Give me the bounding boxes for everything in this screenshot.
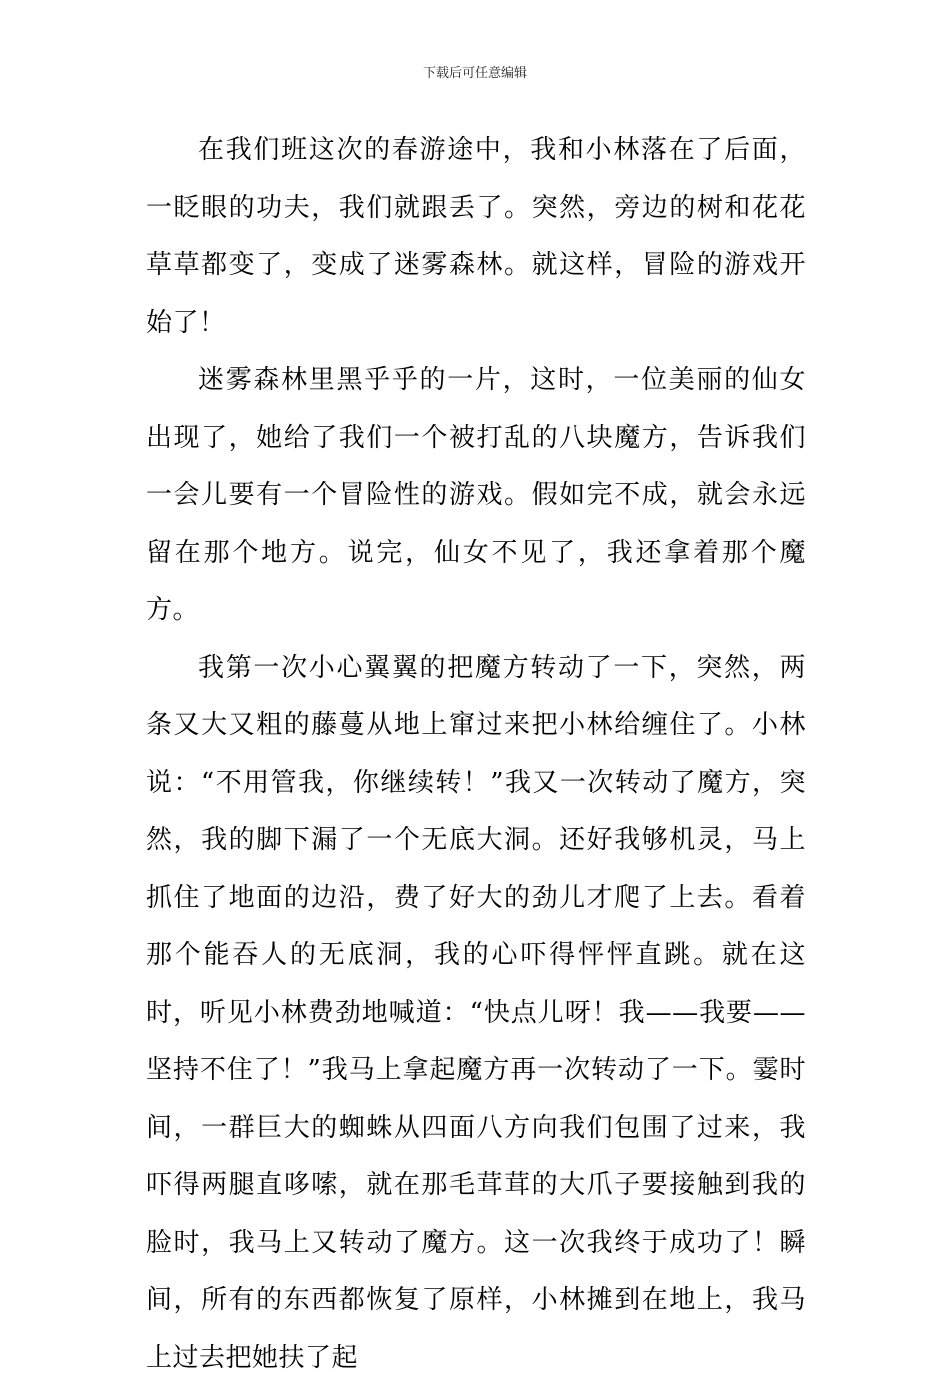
paragraph-1: 在我们班这次的春游途中，我和小林落在了后面，一眨眼的功夫，我们就跟丢了。突然，旁边的树和花花草草都变了，变成了迷雾森林。就这样，冒险的游戏开始了！ (146, 122, 806, 352)
paragraph-3: 我第一次小心翼翼的把魔方转动了一下，突然，两条又大又粗的藤蔓从地上窜过来把小林给缠住了。小林说：“不用管我，你继续转！”我又一次转动了魔方，突然，我的脚下漏了一个无底大洞。还好我够机灵，马上抓住了地面的边沿，费了好大的劲儿才爬了上去。看着那个能吞人的无底洞，我的心吓得怦怦直跳。就在这时，听见小林费劲地喊道：“快点儿呀！我——我要——坚持不住了！”我马上拿起魔方再一次转动了一下。霎时间，一群巨大的蜘蛛从四面八方向我们包围了过来，我吓得两腿直哆嗦，就在那毛茸茸的大爪子要接触到我的脸时，我马上又转动了魔方。这一次我终于成功了！瞬间，所有的东西都恢复了原样，小林摊到在地上，我马上过去把她扶了起 (146, 640, 806, 1387)
paragraph-2: 迷雾森林里黑乎乎的一片，这时，一位美丽的仙女出现了，她给了我们一个被打乱的八块魔方，告诉我们一会儿要有一个冒险性的游戏。假如完不成，就会永远留在那个地方。说完，仙女不见了，我还拿着那个魔方。 (146, 352, 806, 640)
page-header-note: 下载后可任意编辑 (0, 66, 950, 82)
document-body (146, 122, 806, 1387)
